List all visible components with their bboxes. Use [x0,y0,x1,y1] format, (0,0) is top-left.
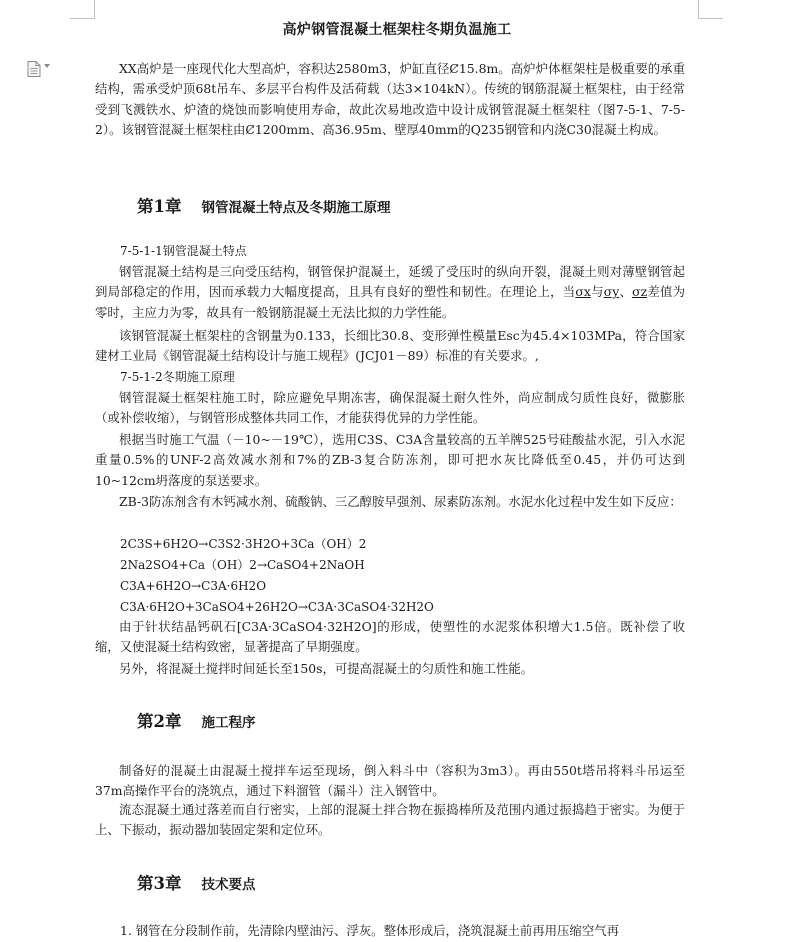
chapter-3-title: 技术要点 [201,877,256,893]
sigma-z: σz [632,284,648,300]
reaction-equation-1: 2C3S+6H2O→C3S2·3H2O+3Ca（OH）2 [120,537,367,551]
section-2-paragraph-1: 钢管混凝土框架柱施工时，除应避免早期冻害，确保混凝土耐久性外，尚应制成匀质性良好，微膨胀（或补偿收缩），与钢管形成整体共同工作，才能获得优异的力学性能。 [95,390,685,426]
caret-down-icon[interactable] [44,64,50,68]
section-1-paragraph-2: 该钢管混凝土框架柱的含钢量为0.133，长细比30.8、变形弹性模量Esc为45.4×103MPa，符合国家建材工业局《钢管混凝土结构设计与施工规程》(JCJ01－89）标准的有关要求。, [95,328,685,364]
document-icon[interactable] [27,61,41,77]
section-2-paragraph-2: 根据当时施工气温（－10~－19℃），选用C3S、C3A含量较高的五羊牌525号硅酸盐水泥，引入水泥重量0.5%的UNF-2高效减水剂和7%的ZB-3复合防冻剂，即可把水灰比降低至0.45，并仍可达到10~12cm坍落度的泵送要求。 [95,432,685,488]
separator-text: 、 [619,284,633,300]
section-1-paragraph-1-text-b: 差值为零时，主应力为零，故具有一般钢筋混凝土无法比拟的力学性能。 [95,284,686,320]
section-1-paragraph-1 [95,262,685,323]
crop-mark-top-left [70,0,95,19]
chapter-3-number: 第3章 [137,874,182,893]
chapter-3-list-item-1: 1. 钢管在分段制作前，先清除内壁油污、浮灰。整体形成后，浇筑混凝土前再用压缩空气再 [120,923,619,938]
sigma-y: σy [603,284,620,300]
chapter-1-title: 钢管混凝土特点及冬期施工原理 [201,200,391,216]
chapter-2-number: 第2章 [137,712,182,731]
chapter-2-paragraph-2: 流态混凝土通过落差而自行密实，上部的混凝土拌合物在振捣棒所及范围内通过振捣趋于密实。为便于上、下振动，振动器加装固定架和定位环。 [95,802,685,838]
section-1-paragraph-1-text-a: 钢管混凝土结构是三向受压结构，钢管保护混凝土，延缓了受压时的纵向开裂，混凝土则对薄壁钢管起到局部稳定的作用，因而承载力大幅度提高，且具有良好的塑性和韧性。在理论上，当 [95,264,685,300]
chapter-1-number: 第1章 [137,197,182,216]
section-heading-7-5-1-1: 7-5-1-1钢管混凝土特点 [120,244,247,258]
chapter-1-heading [137,193,390,217]
section-2-paragraph-5: 另外，将混凝土搅拌时间延长至150s，可提高混凝土的匀质性和施工性能。 [119,661,534,676]
chapter-2-title: 施工程序 [201,715,256,731]
section-heading-7-5-1-2: 7-5-1-2冬期施工原理 [120,370,235,384]
chapter-3-heading [137,870,255,894]
chapter-2-paragraph-1: 制备好的混凝土由混凝土搅拌车运至现场，倒入料斗中（容积为3m3）。再由550t塔吊将料斗吊运至37m高操作平台的浇筑点，通过下料溜管（漏斗）注入钢管中。 [95,763,685,799]
section-2-paragraph-4: 由于针状结晶钙矾石[C3A·3CaSO4·32H2O]的形成，使塑性的水泥浆体积增大1.5倍。既补偿了收缩，又使混凝土结构致密，显著提高了早期强度。 [95,619,685,655]
section-2-paragraph-3: ZB-3防冻剂含有木钙减水剂、硫酸钠、三乙醇胺早强剂、尿素防冻剂。水泥水化过程中发生如下反应： [119,494,682,509]
reaction-equation-3: C3A+6H2O→C3A·6H2O [120,579,267,593]
chapter-2-heading [137,708,255,732]
sigma-x: σx [575,284,591,300]
reaction-equation-4: C3A·6H2O+3CaSO4+26H2O→C3A·3CaSO4·32H2O [120,600,434,614]
crop-mark-top-right [698,0,723,19]
and-text: 与 [590,284,604,300]
intro-paragraph: XX高炉是一座现代化大型高炉，容积达2580m3，炉缸直径Ȼ15.8m。高炉炉体框架柱是极重要的承重结构，需承受炉顶68t吊车、多层平台构件及活荷载（达3×104kN）。传统的钢筋混凝土框架柱，由于经常受到飞溅铁水、炉渣的烧蚀而影响使用寿命，故此次易地改造中设计成钢管混凝土框架柱（图7-5-1、7-5-2）。该钢管混凝土框架柱由Ȼ1200mm、高36.95m、壁厚40mm的Q235钢管和内浇C30混凝土构成。 [95,61,685,137]
document-title: 高炉钢管混凝土框架柱冬期负温施工 [282,22,512,38]
reaction-equation-2: 2Na2SO4+Ca（OH）2→CaSO4+2NaOH [120,558,365,572]
